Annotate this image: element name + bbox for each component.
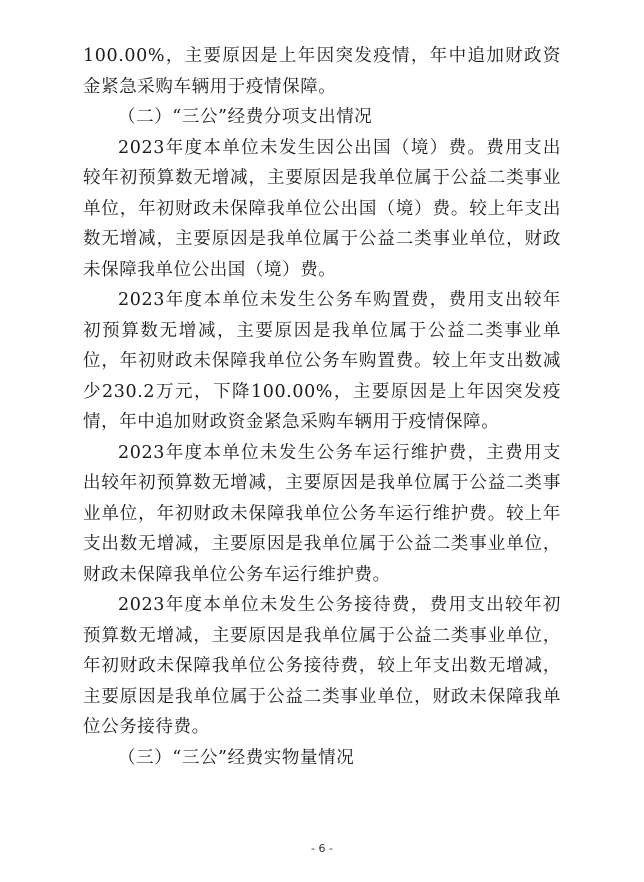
section-heading-2: （二）“三公”经费分项支出情况 xyxy=(118,107,373,127)
paragraph-official-reception: 2023年度本单位未发生公务接待费，费用支出较年初预算数无增减，主要原因是我单位属于公益二类事业单位，年初财政未保障我单位公务接待费，较上年支出数无增减，主要原因是我单位属于公益二类事业单位，财政未保障我单位公务接待费。 xyxy=(83,595,561,737)
page-number: - 6 - xyxy=(311,842,333,855)
paragraph-vehicle-maintenance: 2023年度本单位未发生公务车运行维护费，主费用支出较年初预算数无增减，主要原因是我单位属于公益二类事业单位，年初财政未保障我单位公务车运行维护费。较上年支出数无增减，主要原因是我单位属于公益二类事业单位，财政未保障我单位公务车运行维护费。 xyxy=(83,442,561,585)
paragraph-continuation: 100.00%，主要原因是上年因突发疫情，年中追加财政资金紧急采购车辆用于疫情保障。 xyxy=(83,46,561,97)
paragraph-overseas-travel: 2023年度本单位未发生因公出国（境）费。费用支出较年初预算数无增减，主要原因是我单位属于公益二类事业单位，年初财政未保障我单位公出国（境）费。较上年支出数无增减，主要原因是我单位属于公益二类事业单位，财政未保障我单位公出国（境）费。 xyxy=(83,137,561,280)
section-heading-3: （三）“三公”经费实物量情况 xyxy=(118,747,355,768)
paragraph-vehicle-purchase: 2023年度本单位未发生公务车购置费，费用支出较年初预算数无增减，主要原因是我单位属于公益二类事业单位，年初财政未保障我单位公务车购置费。较上年支出数减少230.2万元，下降100.00%，主要原因是上年因突发疫情，年中追加财政资金紧急采购车辆用于疫情保障。 xyxy=(83,290,561,432)
page-body xyxy=(83,41,561,773)
